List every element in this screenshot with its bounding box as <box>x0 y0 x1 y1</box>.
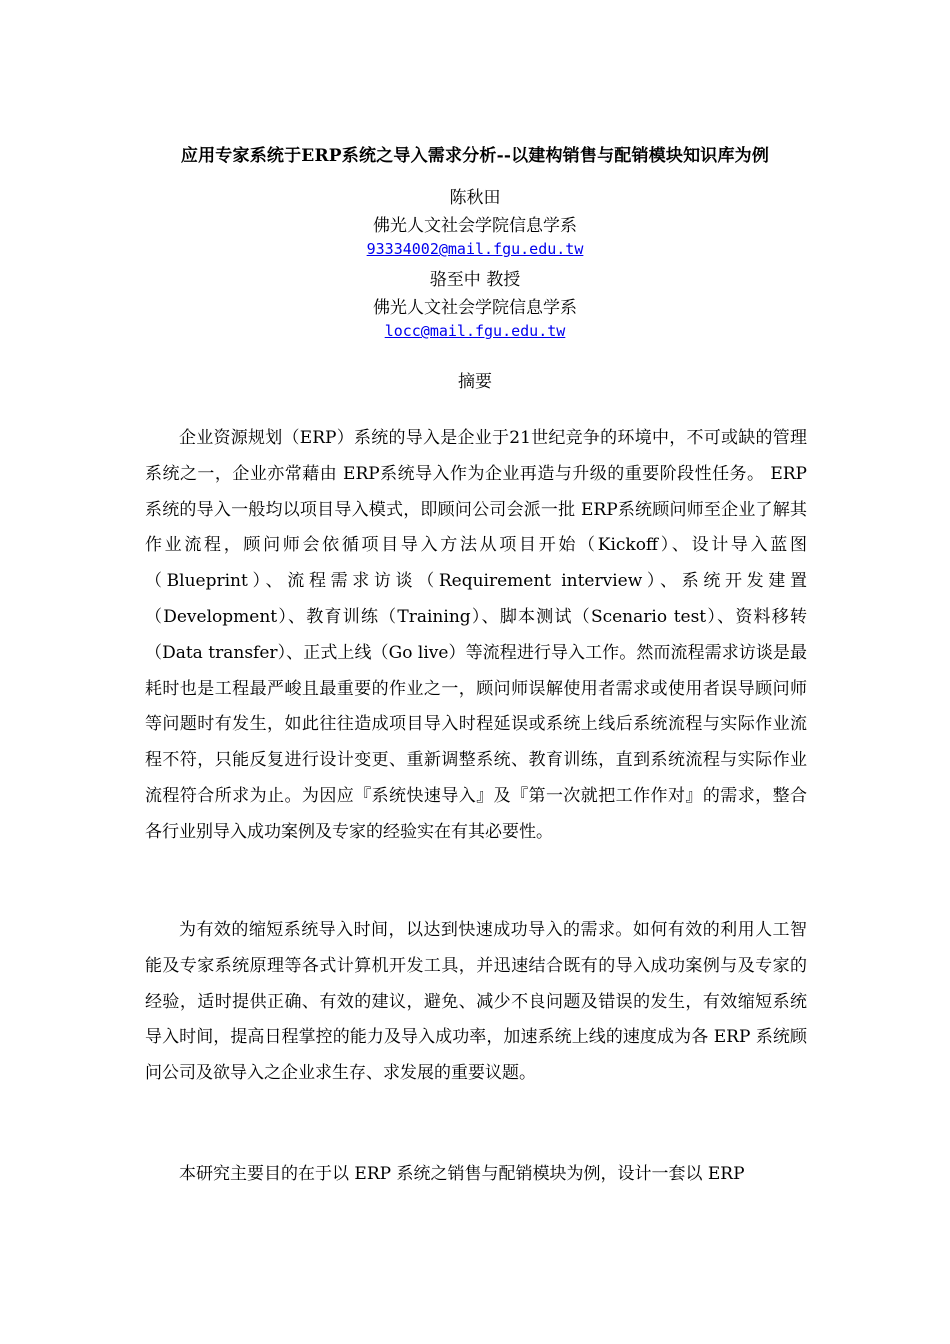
abstract-paragraph-1: 企业资源规划（ERP）系统的导入是企业于21世纪竞争的环境中，不可或缺的管理系统之一，企业亦常藉由 ERP系统导入作为企业再造与升级的重要阶段性任务。 ERP 系统的导入一般均以项目导入模式，即顾问公司会派一批 ERP系统顾问师至企业了解其作业流程，顾问师会依循项目导入方法从项目开始（Kickoff）、设计导入蓝图（Blueprint）、流程需求访谈（Requirement interview）、系统开发建置（Development）、教育训练（Training）、脚本测试（Scenario test）、资料移转（Data transfer）、正式上线（Go live）等流程进行导入工作。然而流程需求访谈是最耗时也是工程最严峻且最重要的作业之一，顾问师误解使用者需求或使用者误导顾问师等问题时有发生，如此往往造成项目导入时程延误或系统上线后系统流程与实际作业流程不符，只能反复进行设计变更、重新调整系统、教育训练，直到系统流程与实际作业流程符合所求为止。为因应『系统快速导入』及『第一次就把工作作对』的需求，整合各行业别导入成功案例及专家的经验实在有其必要性。 <box>145 428 807 842</box>
author-1-email-line <box>175 239 775 259</box>
author-1-name: 陈秋田 <box>449 188 501 208</box>
abstract-paragraph-2: 为有效的缩短系统导入时间，以达到快速成功导入的需求。如何有效的利用人工智能及专家系统原理等各式计算机开发工具，并迅速结合既有的导入成功案例与及专家的经验，适时提供正确、有效的建议，避免、减少不良问题及错误的发生，有效缩短系统导入时间，提高日程掌控的能力及导入成功率，加速系统上线的速度成为各 ERP 系统顾问公司及欲导入之企业求生存、求发展的重要议题。 <box>145 920 807 1084</box>
abstract-paragraph-3: 本研究主要目的在于以 ERP 系统之销售与配销模块为例，设计一套以 ERP <box>179 1164 745 1184</box>
author-1-email-link[interactable]: 93334002@mail.fgu.edu.tw <box>366 240 584 258</box>
author-1-affiliation: 佛光人文社会学院信息学系 <box>373 216 577 236</box>
author-2-name: 骆至中 教授 <box>429 270 521 290</box>
author-2-email-link[interactable]: locc@mail.fgu.edu.tw <box>384 322 566 340</box>
paper-title: 应用专家系统于ERP系统之导入需求分析--以建构销售与配销模块知识库为例 <box>180 146 770 166</box>
abstract-heading: 摘要 <box>458 372 492 392</box>
author-2-affiliation: 佛光人文社会学院信息学系 <box>373 298 577 318</box>
author-2-email-line <box>175 321 775 341</box>
